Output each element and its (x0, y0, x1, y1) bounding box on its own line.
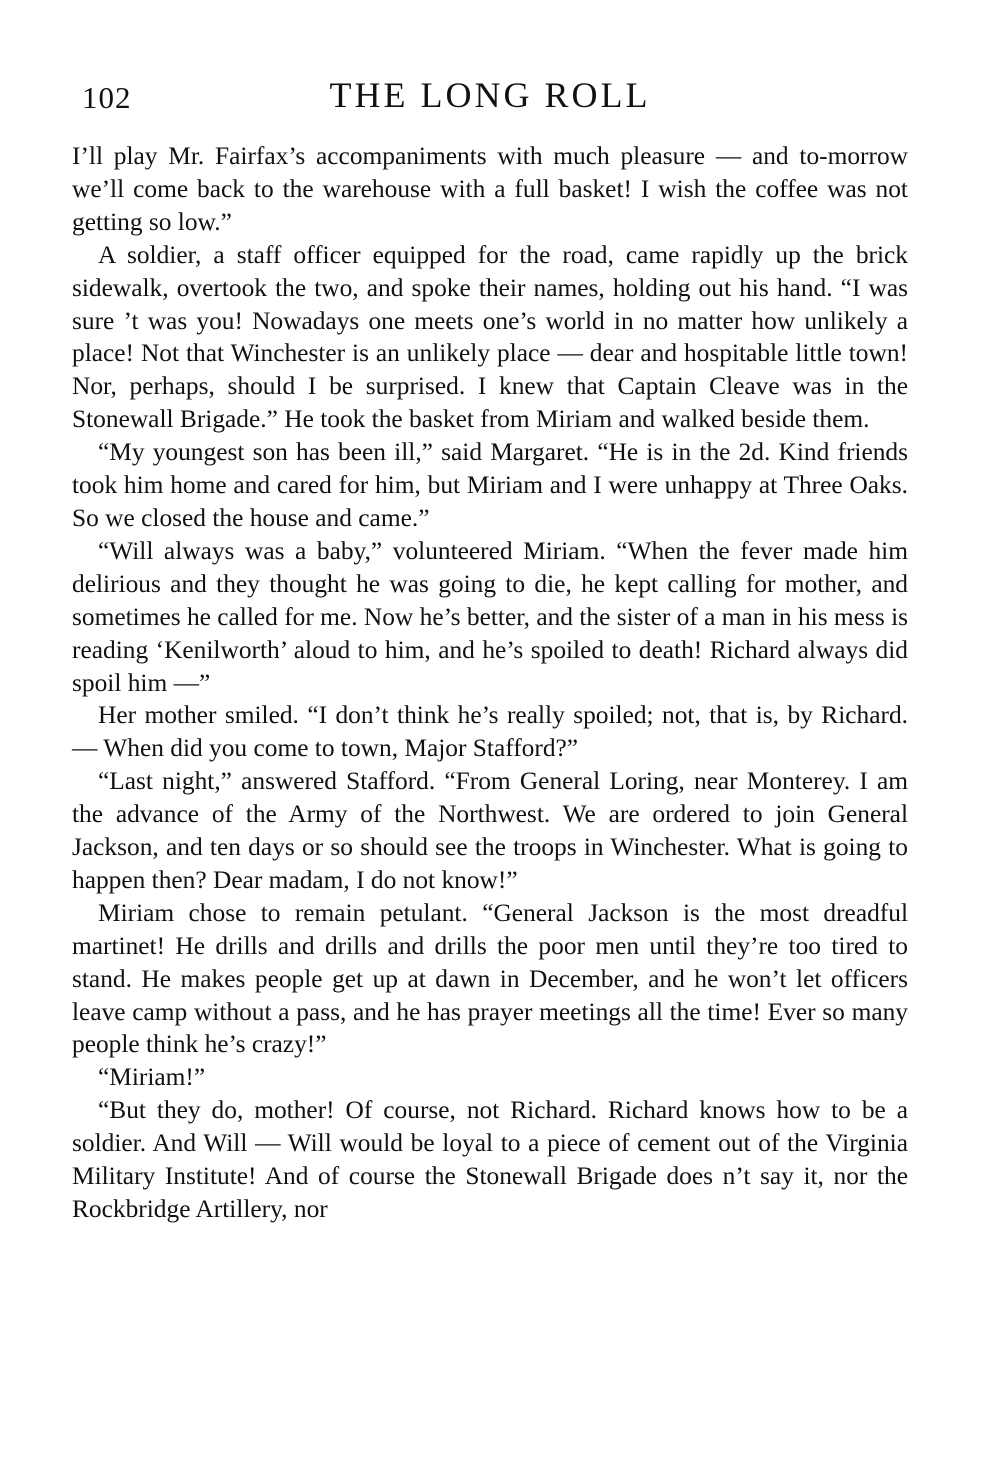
paragraph: I’ll play Mr. Fairfax’s accompaniments with much pleasure — and to-morrow we’ll come back to the warehouse with a full basket! I wish the coffee was not getting so low.” (72, 142, 908, 236)
page-number: 102 (82, 80, 132, 115)
paragraph: “But they do, mother! Of course, not Richard. Richard knows how to be a soldier. And Will — Will would be loyal to a piece of cement out of the Virginia Military Institute! And of course the Stonewall Brigade does n’t say it, nor the Rockbridge Artillery, nor (72, 1096, 908, 1223)
paragraph: Her mother smiled. “I don’t think he’s really spoiled; not, that is, by Richard. — When did you come to town, Major Stafford?” (72, 701, 908, 763)
paragraph: “Last night,” answered Stafford. “From General Loring, near Monterey. I am the advance of the Army of the Northwest. We are ordered to join General Jackson, and ten days or so should see the troops in Winchester. What is going to happen then? Dear madam, I do not know!” (72, 767, 908, 894)
page-header (72, 70, 908, 120)
paragraph: “My youngest son has been ill,” said Margaret. “He is in the 2d. Kind friends took him home and cared for him, but Miriam and I were unhappy at Three Oaks. So we closed the house and came.” (72, 438, 908, 532)
running-title: THE LONG ROLL (329, 75, 651, 115)
paragraph: “Miriam!” (98, 1063, 206, 1092)
paragraph: Miriam chose to remain petulant. “General Jackson is the most dreadful martinet! He drills and drills and drills the poor men until they’re too tired to stand. He makes people get up at dawn in December, and he won’t let officers leave camp without a pass, and he has prayer meetings all the time! Ever so many people think he’s crazy!” (72, 898, 908, 1059)
paragraph: A soldier, a staff officer equipped for the road, came rapidly up the brick sidewalk, overtook the two, and spoke their names, holding out his hand. “I was sure ’t was you! Nowadays one meets one’s world in no matter how unlikely a place! Not that Winchester is an unlikely place — dear and hospitable little town! Nor, perhaps, should I be surprised. I knew that Captain Cleave was in the Stonewall Brigade.” He took the basket from Miriam and walked beside them. (72, 240, 908, 434)
book-page (72, 70, 908, 1226)
body-text (72, 140, 908, 1226)
paragraph: “Will always was a baby,” volunteered Miriam. “When the fever made him delirious and they thought he was going to die, he kept calling for mother, and sometimes he called for me. Now he’s better, and the sister of a man in his mess is reading ‘Kenilworth’ aloud to him, and he’s spoiled to death! Richard always did spoil him —” (72, 536, 908, 697)
